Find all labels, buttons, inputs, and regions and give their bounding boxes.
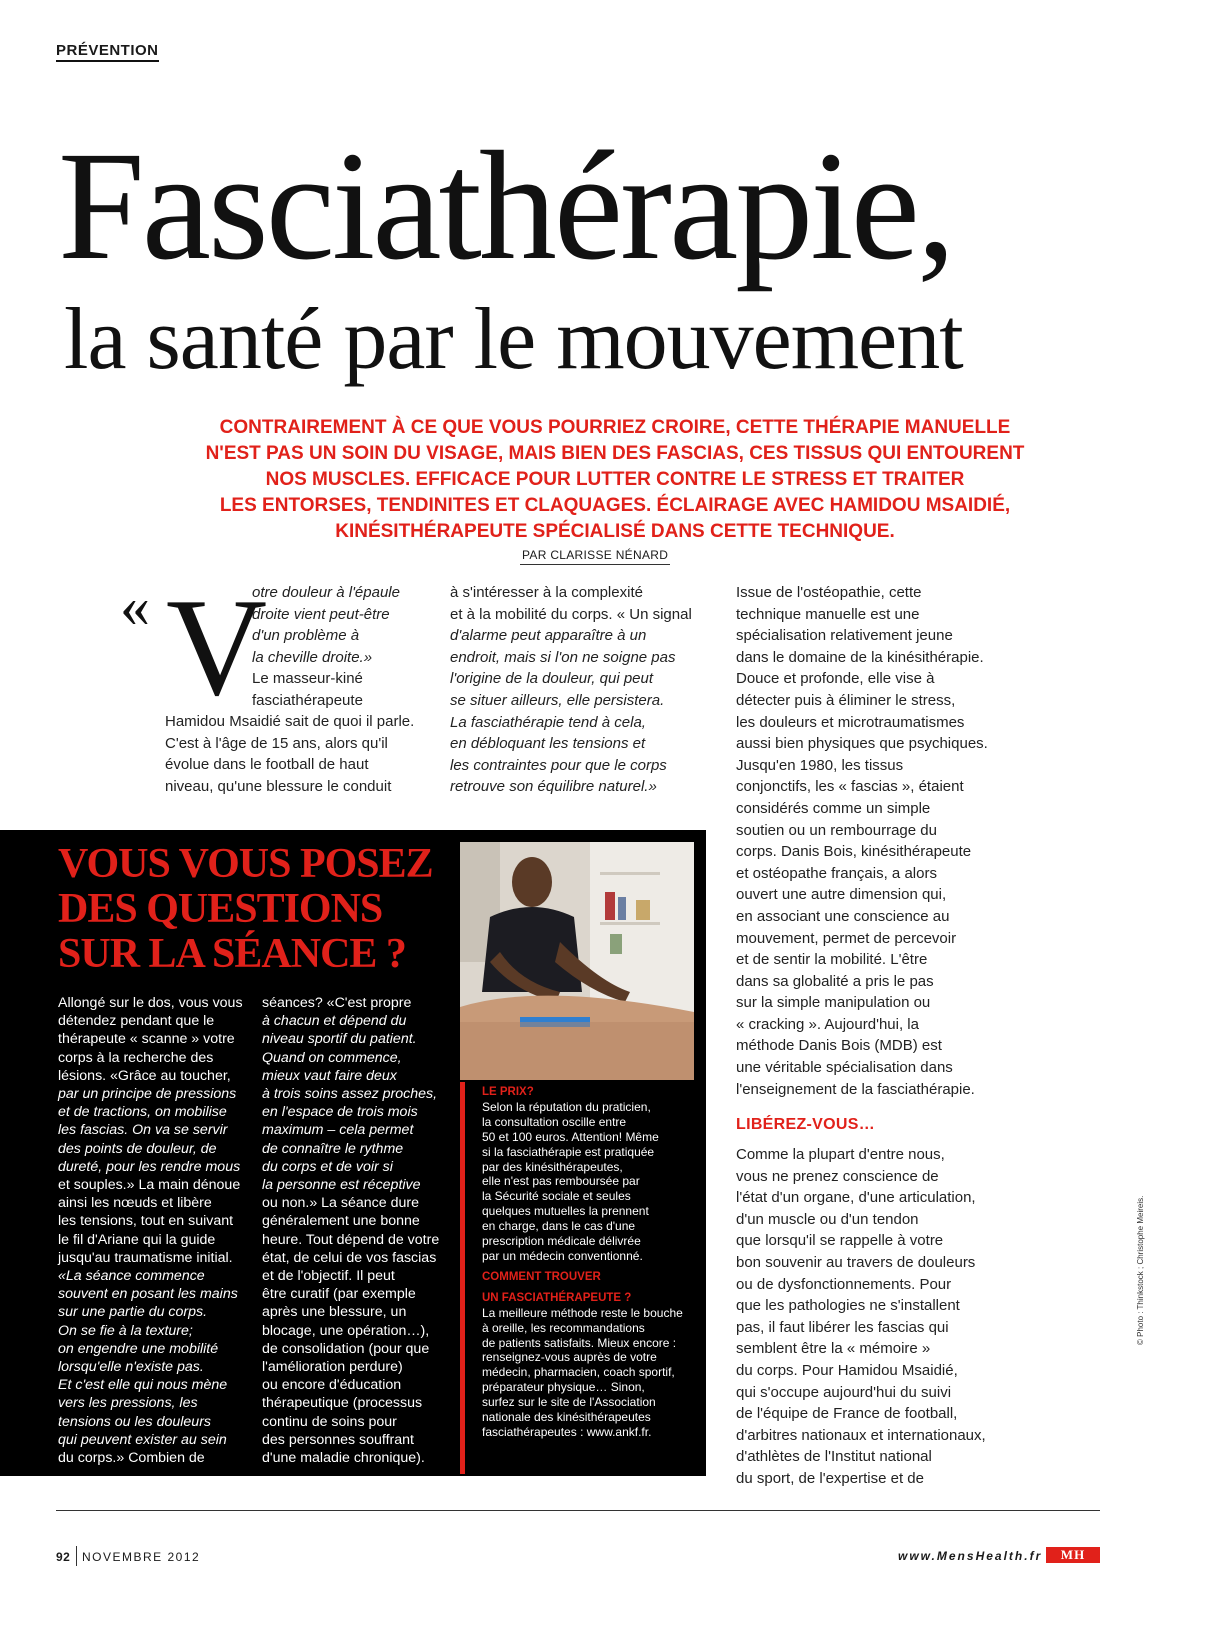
text-line: maximum – cela permet bbox=[262, 1122, 414, 1139]
text-line: aussi bien physiques que psychiques. bbox=[736, 735, 988, 753]
intro-line: N'EST PAS UN SOIN DU VISAGE, MAIS BIEN DES FASCIAS, CES TISSUS QUI ENTOURENT bbox=[205, 443, 1025, 464]
text-line: qui s'occupe aujourd'hui du suivi bbox=[736, 1383, 952, 1401]
text-line: niveau, qu'une blessure le conduit bbox=[165, 777, 392, 795]
text-line: que lorsqu'il se rappelle à votre bbox=[736, 1232, 944, 1250]
text-line: les douleurs et microtraumatismes bbox=[736, 713, 965, 731]
text-line: des personnes souffrant bbox=[262, 1431, 414, 1448]
text-line: de consolidation (pour que bbox=[262, 1340, 430, 1357]
text-line: d'une maladie chronique). bbox=[262, 1450, 425, 1467]
issue-date: NOVEMBRE 2012 bbox=[82, 1550, 201, 1564]
text-line: les tensions, tout en suivant bbox=[58, 1213, 234, 1230]
text-line: du corps.» Combien de bbox=[58, 1450, 205, 1467]
faq-title-line: SUR LA SÉANCE ? bbox=[58, 931, 406, 977]
sidebar-text-line: surfez sur le site de l'Association bbox=[482, 1395, 656, 1410]
photo-credit bbox=[1136, 1195, 1150, 1345]
text-line: à trois soins assez proches, bbox=[262, 1086, 438, 1103]
text-line: séances? «C'est propre bbox=[262, 995, 412, 1011]
text-line: du corps. Pour Hamidou Msaidié, bbox=[736, 1361, 958, 1379]
intro-line: LES ENTORSES, TENDINITES ET CLAQUAGES. ÉCLAIRAGE AVEC HAMIDOU MSAIDIÉ, bbox=[219, 495, 1011, 516]
text-line: tensions ou les douleurs bbox=[58, 1413, 212, 1430]
text-line: fasciathérapeute bbox=[252, 691, 363, 709]
text-line: du sport, de l'expertise et de bbox=[736, 1469, 924, 1487]
text-line: ou encore d'éducation bbox=[262, 1377, 402, 1394]
massage-photo-illustration bbox=[460, 842, 694, 1080]
text-line: Quand on commence, bbox=[262, 1049, 402, 1066]
text-line: vers les pressions, les bbox=[58, 1395, 198, 1412]
section-label: PRÉVENTION bbox=[56, 42, 159, 62]
faq-box-title bbox=[58, 842, 433, 977]
text-line: que les pathologies ne s'installent bbox=[736, 1297, 960, 1315]
subheading-liberez: LIBÉREZ-VOUS… bbox=[736, 1116, 876, 1133]
magazine-logo: MH bbox=[1046, 1547, 1100, 1563]
text-line: soutien ou un rembourrage du bbox=[736, 821, 937, 839]
sidebar-text-line: si la fasciathérapie est pratiquée bbox=[482, 1144, 655, 1159]
text-line: et de l'objectif. Il peut bbox=[262, 1268, 395, 1285]
text-line: Et c'est elle qui nous mène bbox=[58, 1377, 228, 1394]
text-line: à chacun et dépend du bbox=[262, 1013, 407, 1030]
text-line: généralement une bonne bbox=[262, 1213, 420, 1230]
text-line: dureté, pour les rendre mous bbox=[58, 1158, 241, 1175]
sidebar-text-line: 50 et 100 euros. Attention! Même bbox=[482, 1129, 659, 1144]
text-line: «La séance commence bbox=[58, 1268, 205, 1285]
sidebar-text-line: renseignez-vous auprès de votre bbox=[482, 1350, 657, 1365]
sidebar-text-line: la Sécurité sociale et seules bbox=[482, 1189, 631, 1204]
sidebar-text-line: médecin, pharmacien, coach sportif, bbox=[482, 1365, 675, 1380]
text-line: retrouve son équilibre naturel.» bbox=[450, 778, 657, 796]
article-column-3-continued bbox=[736, 1144, 986, 1490]
text-line: détecter puis à éliminer le stress, bbox=[736, 691, 956, 709]
text-line: dans sa globalité a pris le pas bbox=[736, 972, 934, 990]
text-line: ou de dysfonctionnements. Pour bbox=[736, 1275, 952, 1293]
text-line: otre douleur à l'épaule bbox=[252, 584, 400, 601]
text-line: d'un muscle ou d'un tendon bbox=[736, 1210, 919, 1228]
sidebar-text-line: la consultation oscille entre bbox=[482, 1114, 627, 1129]
article-column-2 bbox=[450, 582, 692, 798]
text-line: mouvement, permet de percevoir bbox=[736, 929, 957, 947]
text-line: évolue dans le football de haut bbox=[165, 756, 369, 774]
text-line: souvent en posant les mains bbox=[58, 1286, 238, 1303]
sidebar-text-line: par des kinésithérapeutes, bbox=[482, 1159, 623, 1174]
text-line: dans le domaine de la kinésithérapie. bbox=[736, 648, 984, 666]
text-line: lésions. «Grâce au toucher, bbox=[58, 1067, 231, 1084]
text-line: l'enseignement de la fasciathérapie. bbox=[736, 1080, 975, 1098]
text-line: une véritable spécialisation dans bbox=[736, 1059, 953, 1077]
text-line: l'origine de la douleur, qui peut bbox=[450, 670, 654, 688]
massage-photo bbox=[460, 842, 694, 1080]
text-line: en associant une conscience au bbox=[736, 907, 950, 925]
article-column-1-top bbox=[252, 582, 400, 712]
text-line: être curatif (par exemple bbox=[262, 1286, 416, 1303]
faq-title-line: VOUS VOUS POSEZ bbox=[58, 841, 433, 887]
sidebar-text-line: elle n'est pas remboursée par bbox=[482, 1174, 640, 1189]
article-column-3 bbox=[736, 582, 988, 1100]
info-sidebar bbox=[482, 1085, 683, 1440]
text-line: à s'intéresser à la complexité bbox=[450, 584, 643, 601]
text-line: niveau sportif du patient. bbox=[262, 1031, 417, 1048]
text-line: et de sentir la mobilité. L'être bbox=[736, 951, 928, 969]
text-line: corps. Danis Bois, kinésithérapeute bbox=[736, 843, 972, 861]
text-line: corps à la recherche des bbox=[58, 1049, 214, 1066]
text-line: « cracking ». Aujourd'hui, la bbox=[736, 1015, 919, 1033]
text-line: en débloquant les tensions et bbox=[450, 735, 646, 753]
text-line: Allongé sur le dos, vous vous bbox=[58, 995, 243, 1011]
intro-standfirst bbox=[150, 415, 1080, 545]
text-line: lorsqu'elle n'existe pas. bbox=[58, 1359, 204, 1376]
intro-line: KINÉSITHÉRAPEUTE SPÉCIALISÉ DANS CETTE TECHNIQUE. bbox=[335, 521, 895, 542]
intro-line: NOS MUSCLES. EFFICACE POUR LUTTER CONTRE LE STRESS ET TRAITER bbox=[265, 469, 965, 490]
text-line: se situer ailleurs, elle persistera. bbox=[450, 691, 665, 709]
sidebar-text-line: de patients satisfaits. Mieux encore : bbox=[482, 1335, 677, 1350]
sidebar-text-line: par un médecin conventionné. bbox=[482, 1248, 643, 1263]
text-line: endroit, mais si l'on ne soigne pas bbox=[450, 648, 676, 666]
text-line: Jusqu'en 1980, les tissus bbox=[736, 756, 904, 774]
sidebar-heading: COMMENT TROUVER bbox=[482, 1270, 601, 1283]
text-line: Douce et profonde, elle vise à bbox=[736, 670, 935, 688]
text-line: heure. Tout dépend de votre bbox=[262, 1231, 440, 1248]
article-column-1-bottom bbox=[165, 711, 414, 797]
sidebar-text-line: fasciathérapeutes : www.ankf.fr. bbox=[482, 1424, 652, 1439]
photo-credit-text: © Photo : Thinkstock ; Christophe Meireis. bbox=[1136, 1195, 1145, 1345]
text-line: d'athlètes de l'Institut national bbox=[736, 1448, 932, 1466]
text-line: et à la mobilité du corps. « Un signal bbox=[450, 605, 692, 623]
text-line: vous ne prenez conscience de bbox=[736, 1167, 939, 1185]
text-line: thérapeutique (processus bbox=[262, 1395, 423, 1412]
text-line: d'alarme peut apparaître à un bbox=[450, 627, 647, 645]
text-line: état, de celui de vos fascias bbox=[262, 1249, 437, 1266]
text-line: l'amélioration perdure) bbox=[262, 1359, 403, 1376]
sidebar-text-line: nationale des kinésithérapeutes bbox=[482, 1410, 651, 1425]
text-line: sur une partie du corps. bbox=[58, 1304, 208, 1321]
text-line: après une blessure, un bbox=[262, 1304, 407, 1321]
text-line: conjonctifs, les « fascias », étaient bbox=[736, 778, 964, 796]
sidebar-text-line: préparateur physique… Sinon, bbox=[482, 1380, 645, 1395]
text-line: et ostéopathe français, a alors bbox=[736, 864, 937, 882]
text-line: par un principe de pressions bbox=[58, 1086, 237, 1103]
text-line: Issue de l'ostéopathie, cette bbox=[736, 584, 922, 601]
footer-rule bbox=[56, 1510, 1100, 1511]
sidebar-heading: UN FASCIATHÉRAPEUTE ? bbox=[482, 1291, 632, 1304]
text-line: continu de soins pour bbox=[262, 1413, 397, 1430]
text-line: de l'équipe de France de football, bbox=[736, 1405, 958, 1423]
text-line: La fasciathérapie tend à cela, bbox=[450, 713, 646, 731]
text-line: pas, il faut libérer les fascias qui bbox=[736, 1318, 949, 1336]
text-line: jusqu'au traumatisme initial. bbox=[58, 1249, 233, 1266]
text-line: détendez pendant que le bbox=[58, 1013, 215, 1030]
sidebar-text-line: à oreille, les recommandations bbox=[482, 1320, 645, 1335]
sidebar-text-line: prescription médicale délivrée bbox=[482, 1234, 641, 1249]
text-line: semblent être la « mémoire » bbox=[736, 1340, 931, 1358]
text-line: On se fie à la texture; bbox=[58, 1322, 193, 1339]
text-line: d'arbitres nationaux et internationaux, bbox=[736, 1426, 986, 1444]
footer-separator bbox=[76, 1546, 77, 1566]
text-line: technique manuelle est une bbox=[736, 605, 920, 623]
text-line: bon souvenir au travers de douleurs bbox=[736, 1253, 976, 1271]
text-line: considérés comme un simple bbox=[736, 799, 931, 817]
text-line: les fascias. On va se servir bbox=[58, 1122, 228, 1139]
text-line: d'un problème à bbox=[252, 627, 360, 645]
sidebar-text-line: La meilleure méthode reste le bouche bbox=[482, 1305, 683, 1320]
text-line: en l'espace de trois mois bbox=[262, 1104, 418, 1121]
byline: PAR CLARISSE NÉNARD bbox=[520, 548, 670, 565]
text-line: la personne est réceptive bbox=[262, 1177, 421, 1194]
sidebar-heading: LE PRIX? bbox=[482, 1086, 534, 1098]
text-line: l'état d'un organe, d'une articulation, bbox=[736, 1189, 976, 1207]
sidebar-text-line: Selon la réputation du praticien, bbox=[482, 1099, 651, 1114]
text-line: blocage, une opération…), bbox=[262, 1322, 430, 1339]
text-line: les contraintes pour que le corps bbox=[450, 756, 667, 774]
text-line: ou non.» La séance dure bbox=[262, 1195, 419, 1212]
text-line: C'est à l'âge de 15 ans, alors qu'il bbox=[165, 734, 388, 752]
headline-main: Fasciathérapie, bbox=[58, 119, 953, 292]
text-line: sur la simple manipulation ou bbox=[736, 994, 931, 1012]
sidebar-text-line: quelques mutuelles la prennent bbox=[482, 1204, 649, 1219]
faq-box-column-1 bbox=[58, 994, 243, 1467]
text-line: thérapeute « scanne » votre bbox=[58, 1031, 235, 1048]
text-line: ainsi les nœuds et libère bbox=[58, 1195, 212, 1212]
text-line: ouvert une autre dimension qui, bbox=[736, 886, 947, 904]
faq-title-line: DES QUESTIONS bbox=[58, 886, 383, 932]
text-line: la cheville droite.» bbox=[252, 648, 373, 666]
text-line: Le masseur-kiné bbox=[252, 670, 363, 688]
text-line: spécialisation relativement jeune bbox=[736, 627, 953, 645]
drop-cap: V bbox=[166, 570, 268, 725]
text-line: droite vient peut-être bbox=[252, 605, 390, 623]
sidebar-text-line: en charge, dans le cas d'une bbox=[482, 1219, 636, 1234]
intro-line: CONTRAIREMENT À CE QUE VOUS POURRIEZ CROIRE, CETTE THÉRAPIE MANUELLE bbox=[219, 417, 1011, 438]
text-line: et souples.» La main dénoue bbox=[58, 1177, 241, 1194]
text-line: Hamidou Msaidié sait de quoi il parle. bbox=[165, 713, 415, 730]
text-line: qui peuvent exister au sein bbox=[58, 1431, 227, 1448]
page-number: 92 bbox=[56, 1550, 71, 1564]
text-line: le fil d'Ariane qui la guide bbox=[58, 1231, 216, 1248]
faq-box-column-2 bbox=[262, 994, 439, 1467]
text-line: mieux vaut faire deux bbox=[262, 1067, 397, 1084]
text-line: Comme la plupart d'entre nous, bbox=[736, 1146, 945, 1163]
opening-quote-mark: « bbox=[120, 573, 150, 639]
headline-sub: la santé par le mouvement bbox=[64, 291, 963, 388]
text-line: méthode Danis Bois (MDB) est bbox=[736, 1037, 942, 1055]
website-link[interactable]: www.MensHealth.fr bbox=[898, 1549, 1043, 1563]
text-line: des points de douleur, de bbox=[58, 1140, 217, 1157]
text-line: de connaître le rythme bbox=[262, 1140, 404, 1157]
sidebar-accent-bar bbox=[460, 1082, 465, 1474]
text-line: on engendre une mobilité bbox=[58, 1340, 219, 1357]
text-line: et de tractions, on mobilise bbox=[58, 1104, 227, 1121]
text-line: du corps et de voir si bbox=[262, 1158, 393, 1175]
